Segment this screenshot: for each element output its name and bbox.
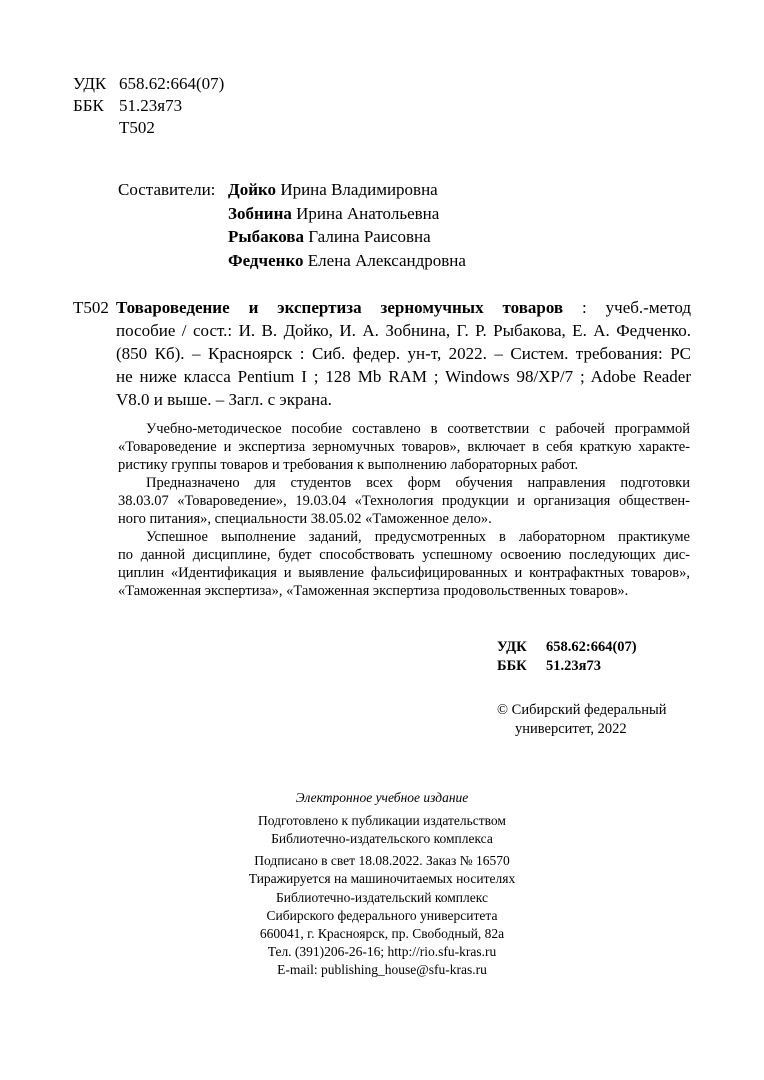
publisher-line: Библиотечно-издательский комплекс	[276, 890, 488, 905]
publisher-email: E-mail: publishing_house@sfu-kras.ru	[277, 962, 487, 977]
compiler-surname: Рыбакова	[228, 227, 304, 246]
bibliographic-line: не ниже класса Pentium I ; 128 Mb RAM ; Windows 98/XP/7 ; Adobe Reader	[116, 367, 691, 386]
publication-info	[0, 852, 764, 888]
annotation-line: ристику группы товаров и требования к выполнению лабораторных работ.	[118, 457, 579, 473]
replicated-line: Тиражируется на машиночитаемых носителях	[248, 871, 516, 886]
bibliographic-code: Т502	[73, 298, 109, 317]
annotation-line: Успешное выполнение заданий, предусмотренных в лабораторном практикуме	[146, 529, 690, 545]
signed-line: Подписано в свет 18.08.2022. Заказ № 16570	[254, 853, 510, 868]
annotation-line: Предназначено для студентов всех форм обучения направления подготовки	[146, 475, 690, 491]
annotation-line: Учебно-методическое пособие составлено в соответствии с рабочей программой	[146, 421, 690, 437]
compiler-name: Ирина Анатольевна	[296, 203, 440, 223]
publisher-info	[0, 889, 764, 979]
compiler-name: Ирина Владимировна	[280, 180, 438, 199]
compilers-label: Составители:	[118, 180, 216, 199]
bibliographic-line: V8.0 и выше. – Загл. с экрана.	[116, 390, 332, 409]
bibliographic-line: пособие / сост.: И. В. Дойко, И. А. Зобнина, Г. Р. Рыбакова, Е. А. Федченко.	[116, 321, 691, 340]
udk-value: 658.62:664(07)	[119, 74, 225, 93]
annotation-line: «Таможенная экспертиза», «Таможенная экспертиза продовольственных товаров».	[118, 583, 629, 599]
book-title: Товароведение и экспертиза зерномучных товаров	[116, 298, 564, 317]
prepared-line: Подготовлено к публикации издательством	[258, 813, 506, 828]
compiler-name: Елена Александровна	[307, 250, 466, 270]
compiler-surname: Федченко	[228, 250, 304, 270]
udc-classification-bottom	[497, 638, 637, 676]
annotation-line: 38.03.07 «Товароведение», 19.03.04 «Технология продукции и организация обществен-	[118, 493, 690, 509]
udk-label: УДК	[73, 74, 107, 93]
annotation-line: ного питания», специальности 38.05.02 «Таможенное дело».	[118, 511, 492, 527]
udk-label: УДК	[497, 639, 527, 655]
compiler-surname: Дойко	[228, 180, 277, 199]
bbk-value: 51.23я73	[546, 658, 601, 674]
book-subtitle: : учеб.-метод	[563, 298, 691, 317]
copyright-line: © Сибирский федеральный	[497, 702, 667, 718]
copyright-line: университет, 2022	[515, 721, 627, 737]
publisher-phone: Тел. (391)206-26-16; http://rio.sfu-kras.ru	[267, 944, 497, 959]
compilers-block	[118, 178, 466, 272]
bbk-label: ББК	[497, 658, 527, 674]
compiler-surname: Зобнина	[228, 203, 292, 223]
annotation-line: «Товароведение и экспертиза зерномучных товаров», включает в себя краткую характе-	[118, 439, 690, 455]
udc-classification-top	[73, 73, 224, 139]
author-mark: Т502	[119, 118, 155, 137]
annotation-line: по данной дисциплине, будет способствовать успешному освоению последующих дис-	[118, 547, 690, 563]
annotation-line: циплин «Идентификация и выявление фальсифицированных и контрафактных товаров»,	[118, 565, 690, 581]
prepared-line: Библиотечно-издательского комплекса	[271, 831, 493, 846]
udk-value: 658.62:664(07)	[546, 639, 637, 655]
bbk-label: ББК	[73, 96, 104, 115]
bibliographic-line: (850 Кб). – Красноярск : Сиб. федер. ун-т, 2022. – Систем. требования: PC	[116, 344, 691, 363]
compiler-name: Галина Раисовна	[308, 227, 431, 246]
prepared-by	[0, 812, 764, 848]
annotation	[118, 420, 690, 600]
publisher-line: Сибирского федерального университета	[266, 908, 498, 923]
publisher-address: 660041, г. Красноярск, пр. Свободный, 82а	[259, 926, 505, 941]
bbk-value: 51.23я73	[119, 96, 183, 115]
copyright-notice	[497, 701, 666, 739]
edition-type: Электронное учебное издание	[295, 790, 469, 805]
